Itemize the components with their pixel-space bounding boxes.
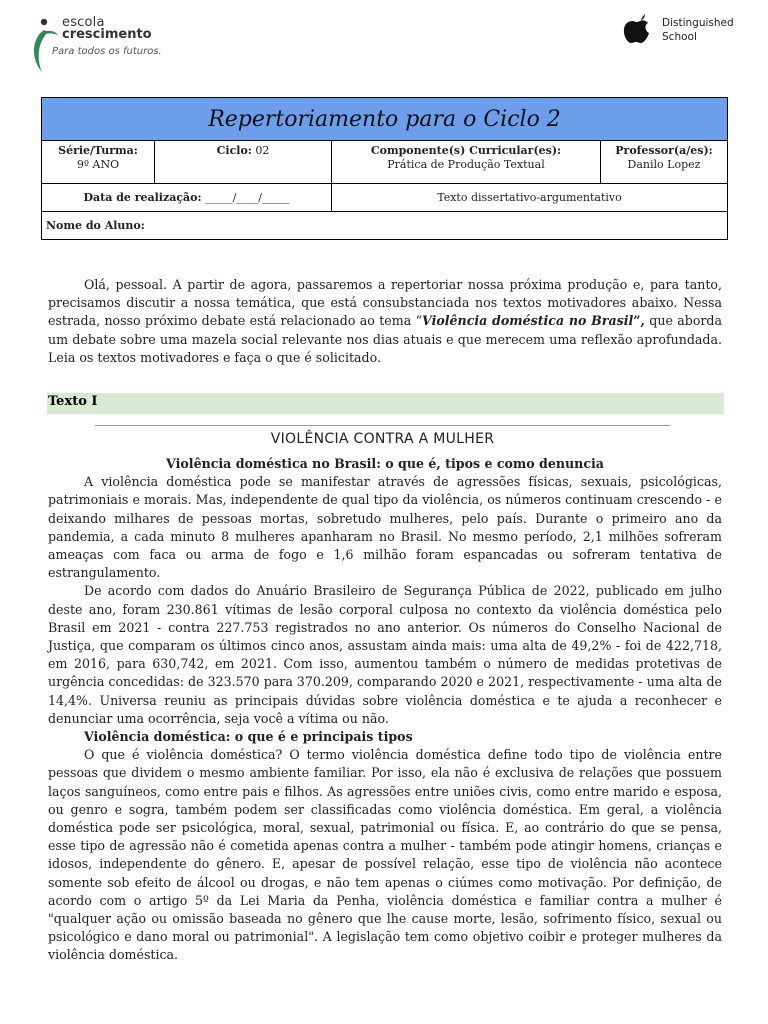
school-name-line1: escola xyxy=(62,15,105,30)
swoosh-logo-icon xyxy=(30,16,60,74)
article-subhead-2: Violência doméstica: o que é e principais tipos xyxy=(84,729,413,745)
info-table xyxy=(41,97,728,240)
data-value[interactable]: _____/____/_____ xyxy=(205,191,290,204)
intro-before: Olá, pessoal. A partir de agora, passaremos a repertoriar nossa próxima produção e, para tanto, precisamos discutir a nossa temática, que está consubstanciada nos textos motivadores abaixo. Nessa estrada, nosso próximo debate está relacionado ao tema “ xyxy=(48,276,722,329)
componente-cell xyxy=(332,141,601,184)
serie-label: Série/Turma: xyxy=(58,144,138,157)
article-paragraph-1: A violência doméstica pode se manifestar através de agressões físicas, sexuais, psicológicas, patrimoniais e morais. Mas, independente de qual tipo da violência, os números continuam crescendo - e deixando milhares de pessoas mortas, sobretudo mulheres, pelo país. Durante o primeiro ano da pandemia, a cada minuto 8 mulheres apanharam no Brasil. No mesmo período, 2,1 milhões sofreram ameaças com faca ou arma de fogo e 1,6 milhão foram espancadas ou sofreram tentativa de estrangulamento. xyxy=(48,474,722,581)
page-title: Repertoriamento para o Ciclo 2 xyxy=(208,106,561,132)
componente-label: Componente(s) Curricular(es): xyxy=(370,144,562,157)
aluno-cell[interactable] xyxy=(42,212,728,240)
school-name-line2: crescimento xyxy=(62,27,152,42)
intro-theme: Violência doméstica no Brasil xyxy=(422,313,634,329)
distinguished-school-badge xyxy=(622,14,752,48)
serie-cell xyxy=(42,141,155,184)
article-subtitle: Violência doméstica no Brasil: o que é, tipos e como denuncia xyxy=(166,456,604,471)
intro-paragraph xyxy=(48,276,722,368)
badge-line2: School xyxy=(662,31,697,43)
badge-text xyxy=(662,16,734,44)
ciclo-value: 02 xyxy=(255,144,270,157)
intro-theme-close: ”, xyxy=(633,313,645,329)
professor-cell xyxy=(601,141,728,184)
intro-after: que aborda um debate sobre uma mazela social relevante nos dias atuais e que merecem uma reflexão aprofundada. Leia os textos motivadores e faça o que é solicitado. xyxy=(48,313,722,366)
serie-value: 9º ANO xyxy=(76,158,120,171)
tipo-texto-cell xyxy=(332,184,728,212)
texto-heading-bar xyxy=(47,393,724,414)
data-label: Data de realização: xyxy=(83,191,202,204)
article-paragraph-3: O que é violência doméstica? O termo violência doméstica define todo tipo de violência entre pessoas que dividem o mesmo ambiente familiar. Por isso, ela não é exclusiva de relações que possuem laços sanguíneos, como entre pais e filhos. As agressões entre uniões civis, como entre marido e esposa, ou genro e sogra, também podem ser classificadas como violência doméstica. Em geral, a violência doméstica pode ser psicológica, moral, sexual, patrimonial ou física. E, ao contrário do que se pensa, esse tipo de agressão não é cometida apenas contra a mulher - também pode atingir homens, crianças e idosos, independente do gênero. E, apesar de possível relação, esse tipo de violência não acontece somente sob efeito de álcool ou drogas, e não tem apenas o ciúmes como motivação. Por definição, de acordo com o artigo 5º da Lei Maria da Penha, violência doméstica e familiar contra a mulher é "qualquer ação ou omissão baseada no gênero que lhe cause morte, lesão, sofrimento físico, sexual ou psicológico e dano moral ou patrimonial". A legislação tem como objetivo coibir e proteger mulheres da violência doméstica. xyxy=(48,747,722,963)
ciclo-cell xyxy=(155,141,332,184)
article-paragraph-2: De acordo com dados do Anuário Brasileiro de Segurança Pública de 2022, publicado em julho deste ano, foram 230.861 vítimas de lesão corporal culposa no contexto da violência doméstica pelo Brasil em 2021 - contra 227.753 registrados no ano anterior. Os números do Conselho Nacional de Justiça, que comparam os últimos cinco anos, assustam ainda mais: uma alta de 49,2% - foi de 422,718, em 2016, para 630,742, em 2021. Com isso, aumentou também o número de medidas protetivas de urgência concedidas: de 323.570 para 370.209, comparando 2020 e 2021, respectivamente - uma alta de 14,4%. Universa reuniu as principais dúvidas sobre violência doméstica e te ajuda a reconhecer e denunciar uma ocorrência, seja você a vítima ou não. xyxy=(48,583,722,726)
school-logo xyxy=(30,16,170,76)
professor-value: Danilo Lopez xyxy=(627,158,701,171)
school-tagline: Para todos os futuros. xyxy=(52,46,162,57)
professor-label: Professor(a/es): xyxy=(615,144,713,157)
article-title: VIOLÊNCIA CONTRA A MULHER xyxy=(270,431,495,447)
aluno-label: Nome do Aluno: xyxy=(46,219,145,232)
tipo-texto: Texto dissertativo-argumentativo xyxy=(437,191,622,204)
componente-value: Prática de Produção Textual xyxy=(387,158,545,171)
info-title-cell xyxy=(42,98,728,141)
article-divider xyxy=(95,425,670,426)
badge-line1: Distinguished xyxy=(662,17,734,29)
apple-logo-icon xyxy=(622,14,650,44)
page-header xyxy=(0,0,768,90)
texto-label: Texto I xyxy=(48,394,98,409)
data-cell xyxy=(42,184,332,212)
ciclo-label: Ciclo: xyxy=(216,144,252,157)
article-body xyxy=(48,455,722,965)
